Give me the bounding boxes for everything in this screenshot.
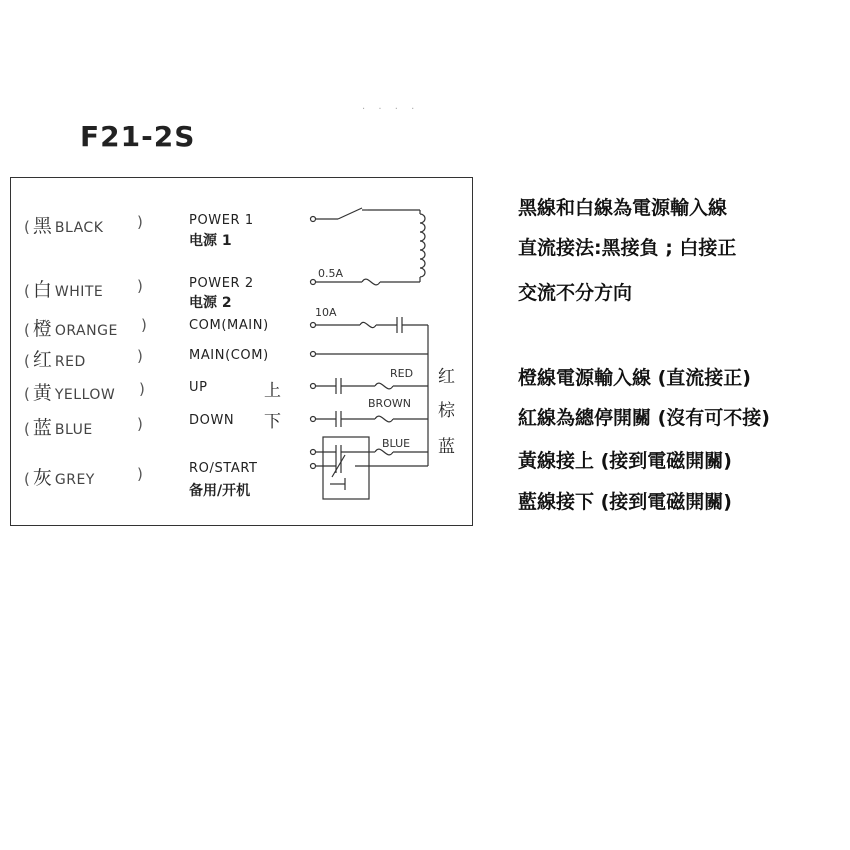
function-power2: POWER 2 bbox=[189, 276, 254, 291]
label-fuse-0-5a: 0.5A bbox=[318, 267, 344, 280]
wire-label-blue: ( 蓝 BLUE bbox=[24, 417, 93, 439]
function-power1: POWER 1 bbox=[189, 213, 254, 228]
paren-close: ) bbox=[141, 316, 147, 334]
paren-close: ) bbox=[139, 380, 145, 398]
terminal-start-a bbox=[311, 450, 316, 455]
label-brown: BROWN bbox=[368, 397, 411, 410]
side-label-blue-cn: 蓝 bbox=[438, 437, 455, 457]
terminal-down bbox=[311, 417, 316, 422]
paren-close: ) bbox=[137, 465, 143, 483]
switch-blade bbox=[338, 208, 362, 219]
function-up-cn: 上 bbox=[264, 381, 281, 401]
side-label-brown-cn: 棕 bbox=[438, 401, 455, 421]
note-line-2: 直流接法:黑接負 ; 白接正 bbox=[518, 237, 737, 259]
label-fuse-10a: 10A bbox=[315, 306, 337, 319]
function-main-com: MAIN(COM) bbox=[189, 348, 269, 363]
wire-label-white: ( 白 WHITE bbox=[24, 279, 104, 301]
note-line-5: 紅線為總停開關 (沒有可不接) bbox=[518, 407, 770, 429]
decorative-dots: · · · · bbox=[362, 104, 420, 115]
function-ro-start-cn: 备用/开机 bbox=[189, 483, 251, 499]
terminal-power2 bbox=[311, 280, 316, 285]
fuse-10a bbox=[360, 322, 376, 327]
wire-label-black: ( 黑 BLACK bbox=[24, 215, 104, 237]
label-blue: BLUE bbox=[382, 437, 411, 450]
note-line-6: 黃線接上 (接到電磁開關) bbox=[518, 450, 732, 472]
note-line-3: 交流不分方向 bbox=[518, 282, 633, 304]
fuse-0-5a bbox=[362, 279, 380, 285]
paren-close: ) bbox=[137, 213, 143, 231]
wire-label-red: ( 红 RED bbox=[24, 349, 86, 371]
model-title: F21-2S bbox=[80, 120, 196, 153]
wire-label-grey: ( 灰 GREY bbox=[24, 467, 95, 489]
function-power2-cn: 电源 2 bbox=[189, 295, 232, 311]
note-line-1: 黑線和白線為電源輸入線 bbox=[518, 197, 728, 219]
terminal-power1 bbox=[311, 217, 316, 222]
wire-label-orange: ( 橙 ORANGE bbox=[24, 318, 118, 340]
paren-close: ) bbox=[137, 347, 143, 365]
paren-close: ) bbox=[137, 415, 143, 433]
terminal-up bbox=[311, 384, 316, 389]
function-up: UP bbox=[189, 380, 208, 395]
label-red: RED bbox=[390, 367, 414, 380]
function-ro-start: RO/START bbox=[189, 461, 258, 476]
function-com-main: COM(MAIN) bbox=[189, 318, 269, 333]
paren-close: ) bbox=[137, 277, 143, 295]
terminal-start-b bbox=[311, 464, 316, 469]
transformer-coil bbox=[420, 214, 425, 277]
terminal-com-main bbox=[311, 323, 316, 328]
terminal-main-com bbox=[311, 352, 316, 357]
wire-label-yellow: ( 黄 YELLOW bbox=[24, 382, 116, 404]
coil-red bbox=[375, 383, 393, 389]
side-label-red-cn: 红 bbox=[438, 367, 455, 387]
coil-brown bbox=[375, 416, 393, 422]
note-line-4: 橙線電源輸入線 (直流接正) bbox=[518, 367, 751, 389]
relay-box bbox=[323, 437, 369, 499]
function-down-cn: 下 bbox=[264, 412, 281, 432]
note-line-7: 藍線接下 (接到電磁開關) bbox=[518, 491, 732, 513]
function-down: DOWN bbox=[189, 413, 235, 428]
function-power1-cn: 电源 1 bbox=[189, 233, 232, 249]
